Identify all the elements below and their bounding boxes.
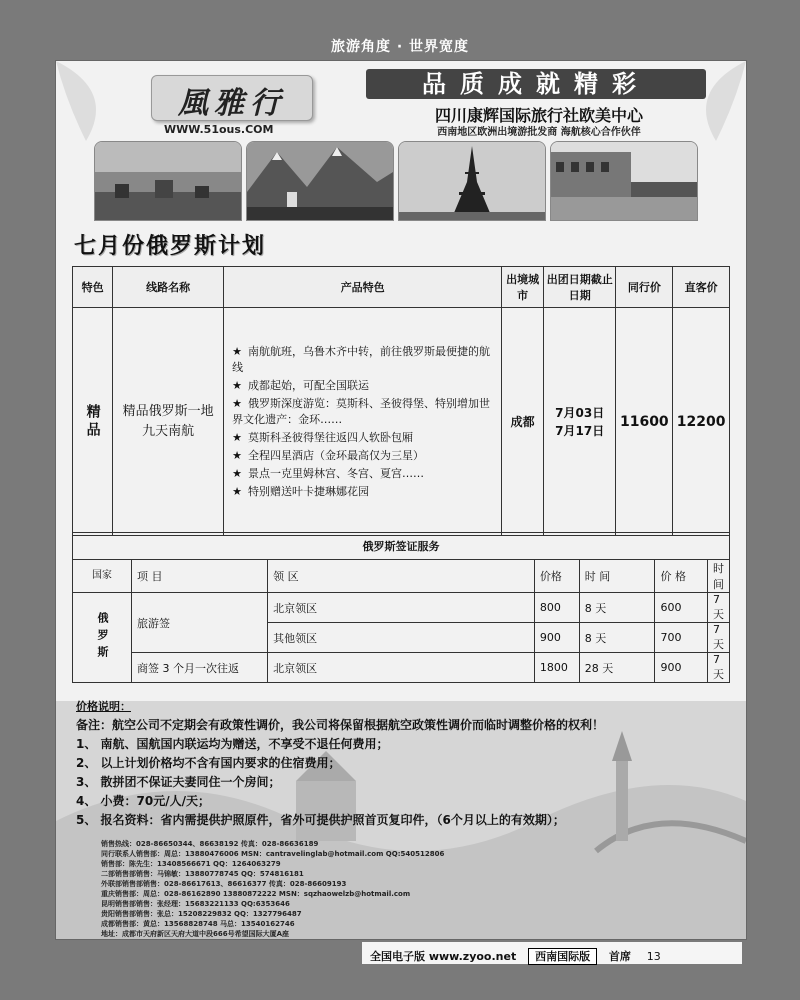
notes-heading: 价格说明：: [76, 700, 131, 713]
agency-subtitle: 西南地区欧洲出境游批发商 海航核心合作伙伴: [437, 127, 641, 138]
star-icon: ★: [232, 378, 242, 392]
date: 7月17日: [555, 423, 605, 438]
footer: [370, 948, 661, 964]
star-icon: ★: [232, 344, 242, 358]
col-header: 出境城市: [502, 267, 544, 308]
feature-item: 莫斯科圣彼得堡往返四人软卧包厢: [248, 430, 413, 444]
visa-area: 其他领区: [268, 623, 535, 653]
col-header: 同行价: [616, 267, 673, 308]
feature-item: 南航航班，乌鲁木齐中转，前往俄罗斯最便捷的航线: [232, 344, 490, 374]
riverside-city-photo: [550, 141, 698, 221]
star-icon: ★: [232, 448, 242, 462]
page-title: 七月份俄罗斯计划: [74, 234, 267, 259]
col-header: 领 区: [268, 560, 535, 593]
col-header: 价格: [534, 560, 579, 593]
col-header: 出团日期截止日期: [543, 267, 615, 308]
departure-city: 成都: [502, 308, 544, 536]
footer-section: 首席: [608, 950, 631, 963]
visa-header-row: [73, 560, 730, 593]
price-notes: [76, 697, 726, 830]
logo-url: WWW.51ous.COM: [164, 123, 274, 136]
visa-country: 俄罗斯: [73, 593, 132, 683]
feature-item: 全程四星酒店（金环最高仅为三星）: [248, 448, 424, 462]
visa-area: 北京领区: [268, 593, 535, 623]
product-features: [224, 308, 502, 536]
logo-text: 風雅行: [178, 86, 286, 121]
contact-line: 二部销售部销售：马锦敏：13880778745 QQ：574816181: [101, 870, 304, 878]
agency-name: 四川康辉国际旅行社欧美中心: [434, 106, 643, 125]
col-header: 特色: [73, 267, 113, 308]
visa-item: 旅游签: [132, 593, 268, 653]
advertisement-page: [55, 60, 747, 940]
retail-price: 12200: [673, 308, 730, 536]
visa-time: 7 天: [708, 593, 730, 623]
table-row: [73, 593, 730, 623]
footer-label: 全国电子版: [370, 950, 425, 963]
peer-price: 11600: [616, 308, 673, 536]
contact-line: 重庆销售部：周总：028-86162890 13880872222 MSN：sqzhaowelzb@hotmail.com: [101, 890, 411, 898]
col-header: 产品特色: [224, 267, 502, 308]
visa-title-row: [73, 533, 730, 560]
notes-item: 3、 散拼团不保证夫妻同住一个房间；: [76, 775, 281, 789]
photo-strip: [94, 141, 698, 219]
contact-line: 同行联系人销售部：周总：13880476006 MSN：cantravelinglab@hotmail.com QQ:540512806: [101, 850, 445, 858]
notes-item: 5、 报名资料：省内需提供护照原件，省外可提供护照首页复印件，（6个月以上的有效期）；: [76, 813, 565, 827]
visa-table: [72, 532, 730, 683]
contact-line: 贵阳销售部销售：张总：15208229832 QQ：1327796487: [101, 910, 302, 918]
visa-time: 8 天: [579, 593, 655, 623]
visa-title: 俄罗斯签证服务: [73, 533, 730, 560]
table-header-row: [73, 267, 730, 308]
notes-item: 2、 以上计划价格均不含有国内要求的住宿费用；: [76, 756, 341, 770]
table-row: [73, 653, 730, 683]
visa-price: 900: [655, 653, 708, 683]
contact-line: 外联部销售部销售：028-86617613、86616377 传真：028-86609193: [101, 880, 347, 888]
visa-time: 7 天: [708, 623, 730, 653]
visa-price: 800: [534, 593, 579, 623]
star-icon: ★: [232, 396, 242, 410]
contact-line: 销售部：陈先生：13408566671 QQ：1264063279: [101, 860, 281, 868]
star-icon: ★: [232, 430, 242, 444]
visa-price: 900: [534, 623, 579, 653]
col-header: 价 格: [655, 560, 708, 593]
notes-item: 4、 小费：70元/人/天；: [76, 794, 210, 808]
col-header: 项 目: [132, 560, 268, 593]
top-banner: 旅游角度 · 世界宽度: [330, 39, 470, 55]
brand-logo: [151, 75, 313, 121]
visa-time: 28 天: [579, 653, 655, 683]
col-header: 线路名称: [113, 267, 224, 308]
feature-item: 俄罗斯深度游览：莫斯科、圣彼得堡、特别增加世界文化遗产：金环……: [232, 396, 490, 426]
table-row: [73, 308, 730, 536]
star-icon: ★: [232, 484, 242, 498]
departure-dates: [543, 308, 615, 536]
col-header: 国家: [73, 560, 132, 593]
notes-item: 1、 南航、国航国内联运均为赠送，不享受不退任何费用；: [76, 737, 389, 751]
contact-list: [101, 839, 661, 939]
visa-price: 1800: [534, 653, 579, 683]
contact-line: 销售热线：028-86650344、86638192 传真：028-86636189: [101, 840, 319, 848]
visa-time: 8 天: [579, 623, 655, 653]
feature-cell: 精品: [73, 308, 113, 536]
contact-line: 成都销售部：黄总：13568828748 马总：13540162746: [101, 920, 295, 928]
visa-item: 商签 3 个月一次往返: [132, 653, 268, 683]
alpine-village-photo: [246, 141, 394, 221]
footer-url[interactable]: www.zyoo.net: [428, 950, 517, 963]
coastal-town-photo: [94, 141, 242, 221]
feature-item: 特别赠送叶卡捷琳娜花园: [248, 484, 369, 498]
contact-line: 昆明销售部销售：张经理：15683221133 QQ:6353646: [101, 900, 290, 908]
visa-price: 700: [655, 623, 708, 653]
visa-time: 7 天: [708, 653, 730, 683]
feature-item: 成都起始，可配全国联运: [248, 378, 369, 392]
contact-line: 地址：成都市天府新区天府大道中段666号希望国际大厦A座: [101, 930, 290, 938]
tour-table: [72, 266, 730, 536]
col-header: 直客价: [673, 267, 730, 308]
visa-area: 北京领区: [268, 653, 535, 683]
route-name: 精品俄罗斯一地九天南航: [113, 308, 224, 536]
footer-tag: 西南国际版: [528, 948, 597, 965]
col-header: 时 间: [579, 560, 655, 593]
notes-remark: 备注：航空公司不定期会有政策性调价，我公司将保留根据航空政策性调价而临时调整价格的权利！: [76, 718, 605, 732]
page-number: 13: [646, 950, 661, 963]
slogan: 品质成就精彩: [366, 69, 706, 99]
star-icon: ★: [232, 466, 242, 480]
date: 7月03日: [555, 405, 605, 420]
eiffel-tower-photo: [398, 141, 546, 221]
col-header: 时 间: [708, 560, 730, 593]
visa-price: 600: [655, 593, 708, 623]
feature-item: 景点一克里姆林宫、冬宫、夏宫……: [248, 466, 424, 480]
